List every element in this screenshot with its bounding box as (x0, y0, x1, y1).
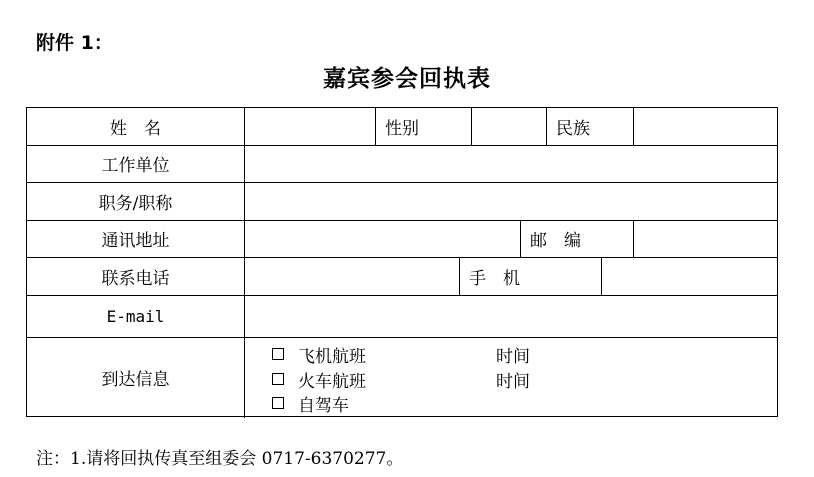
postcode-field[interactable] (634, 220, 778, 257)
phone-label: 联系电话 (101, 268, 170, 289)
employer-field[interactable] (245, 145, 778, 182)
checkbox-icon[interactable] (272, 397, 284, 409)
email-label: E-mail (106, 306, 165, 326)
mobile-label: 手 机 (469, 268, 520, 289)
arrival-option-train[interactable] (272, 368, 366, 390)
employer-label: 工作单位 (101, 156, 170, 176)
rsvp-form-table (26, 107, 778, 417)
ethnicity-label: 民族 (556, 119, 590, 139)
option-label: 飞机航班 (298, 346, 366, 367)
arrival-label: 到达信息 (101, 370, 170, 390)
checkbox-icon[interactable] (272, 373, 284, 385)
postcode-label: 邮 编 (530, 231, 581, 251)
name-label: 姓 名 (110, 119, 161, 139)
phone-field[interactable] (245, 257, 459, 295)
address-label: 通讯地址 (101, 231, 170, 251)
position-label: 职务/职称 (98, 193, 173, 214)
position-field[interactable] (245, 182, 778, 220)
train-time-label: 时间 (496, 371, 530, 392)
option-label: 自驾车 (298, 395, 349, 416)
flight-time-label: 时间 (496, 346, 530, 367)
ethnicity-field[interactable] (634, 108, 778, 145)
attachment-label: 附件 1： (36, 32, 113, 54)
name-field[interactable] (245, 108, 375, 145)
email-field[interactable] (245, 295, 778, 337)
mobile-field[interactable] (602, 257, 778, 295)
gender-field[interactable] (472, 108, 546, 145)
checkbox-icon[interactable] (272, 348, 284, 360)
form-title: 嘉宾参会回执表 (323, 65, 491, 92)
footnote: 注：1.请将回执传真至组委会 0717-6370277。 (36, 449, 404, 469)
option-label: 火车航班 (298, 371, 366, 392)
gender-label: 性别 (385, 119, 419, 139)
arrival-option-self-drive[interactable] (272, 392, 349, 414)
arrival-option-flight[interactable] (272, 343, 366, 365)
address-field[interactable] (245, 220, 520, 257)
